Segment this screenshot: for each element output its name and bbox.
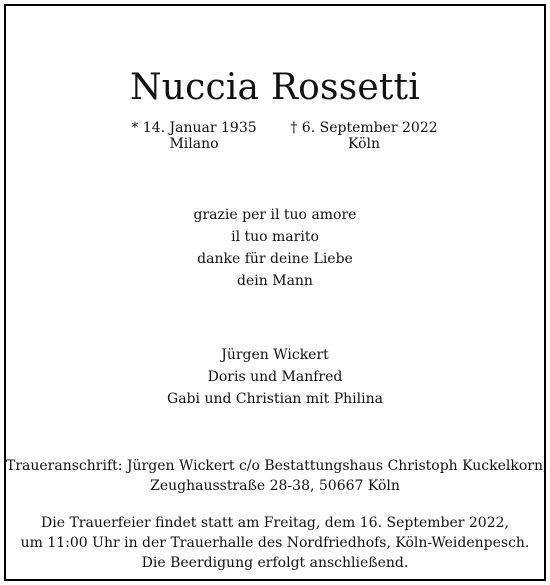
death-info [284, 120, 444, 152]
service-line: Die Beerdigung erfolgt anschließend. [141, 555, 409, 571]
mourning-address [6, 456, 548, 496]
death-date: † 6. September 2022 [290, 120, 438, 136]
birth-date: * 14. Januar 1935 [131, 120, 257, 136]
address-line: Traueranschrift: Jürgen Wickert c/o Bestattungshaus Christoph Kuckelkorn, [6, 458, 548, 474]
service-line: um 11:00 Uhr in der Trauerhalle des Nordfriedhofs, Köln-Weidenpesch. [20, 535, 530, 551]
service-line: Die Trauerfeier findet statt am Freitag, dem 16. September 2022, [41, 515, 509, 531]
deceased-name: Nuccia Rossetti [130, 67, 420, 108]
quote-line: dein Mann [237, 273, 313, 289]
mourner-name: Jürgen Wickert [221, 347, 329, 363]
dedication-quote [6, 204, 544, 292]
death-place: Köln [347, 136, 380, 152]
mourner-name: Doris und Manfred [207, 369, 343, 385]
quote-line: danke für deine Liebe [197, 251, 353, 267]
quote-line: grazie per il tuo amore [193, 207, 357, 223]
address-line: Zeughausstraße 28-38, 50667 Köln [150, 478, 400, 494]
quote-line: il tuo marito [231, 229, 319, 245]
obituary-notice [4, 4, 546, 581]
mourners-list [6, 344, 544, 410]
birth-info [124, 120, 264, 152]
mourner-name: Gabi und Christian mit Philina [167, 391, 383, 407]
birth-place: Milano [169, 136, 219, 152]
funeral-service-info [6, 513, 544, 573]
